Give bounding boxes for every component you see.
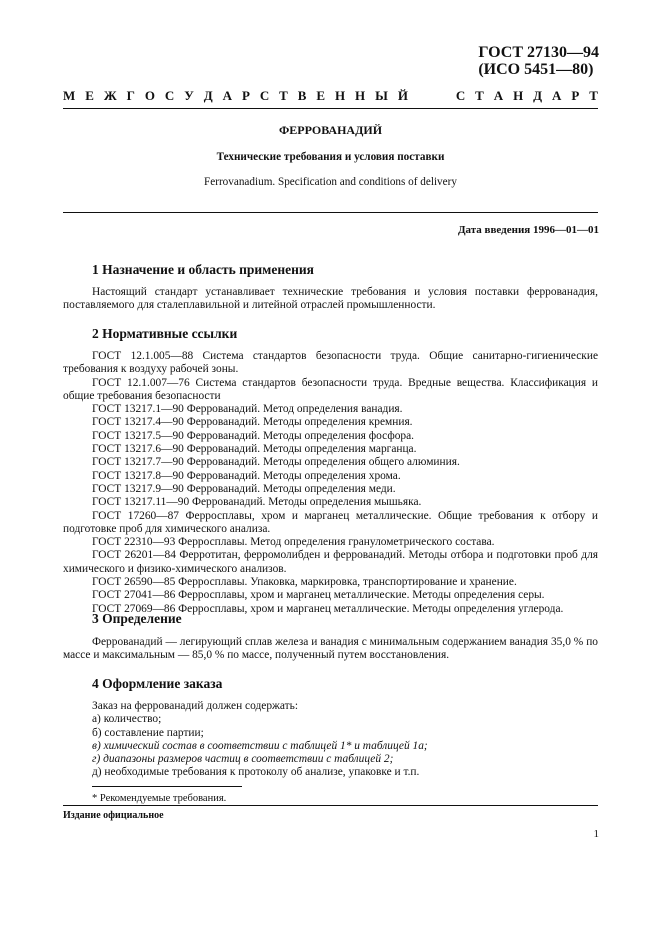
document-title: ФЕРРОВАНАДИЙ [278,123,383,137]
section-3-text: Феррованадий — легирующий сплав железа и ванадия с минимальным содержанием ванадия 35,0 % по массе и максимальным — 85,0 % по массе, полученный путем восстановления. [63,636,598,662]
banner-letter: Ы [375,88,388,103]
order-item: в) химический состав в соответствии с таблицей 1* и таблицей 1а; [92,739,428,752]
reference-item: ГОСТ 26201—84 Ферротитан, ферромолибден и феррованадий. Методы отбора и подготовки проб для химического и физико-химического анализов. [63,549,598,575]
banner-letter: Т [589,88,598,103]
banner-letter: С [259,88,270,103]
footer-rule [63,805,598,806]
section-1-heading: 1 Назначение и область применения [92,262,314,277]
gost-number: ГОСТ 27130—94 [478,44,599,61]
banner-letter: С [455,88,466,103]
reference-item: ГОСТ 13217.7—90 Феррованадий. Методы определения общего алюминия. [92,456,460,469]
reference-item: ГОСТ 12.1.007—76 Система стандартов безопасности труда. Вредные вещества. Классификация и общие требования безопасности [63,376,598,402]
footnote-rule [92,786,242,787]
banner-letter: Д [533,88,543,103]
document-subtitle: Технические требования и условия поставки [216,151,445,163]
reference-item: ГОСТ 27069—86 Ферросплавы, хром и марганец металлические. Методы определения углерода. [92,602,564,615]
banner-gap [418,89,446,102]
section-2-heading: 2 Нормативные ссылки [92,326,238,341]
banner-letter: Т [475,88,484,103]
banner-letter: В [297,88,307,103]
gost-designation [478,44,599,78]
standard-banner [63,89,598,102]
banner-row [63,89,598,102]
section-4-heading: 4 Оформление заказа [92,676,223,691]
reference-item: ГОСТ 13217.4—90 Феррованадий. Методы определения кремния. [92,416,413,429]
reference-item: ГОСТ 12.1.005—88 Система стандартов безопасности труда. Общие санитарно-гигиенические требования к воздуху рабочей зоны. [63,350,598,376]
section-3-heading: 3 Определение [92,611,182,626]
banner-letter: Н [334,88,346,103]
banner-letter: А [222,88,232,103]
reference-item: ГОСТ 13217.5—90 Феррованадий. Методы определения фосфора. [92,429,414,442]
reference-item: ГОСТ 26590—85 Ферросплавы. Упаковка, маркировка, транспортирование и хранение. [92,576,517,589]
banner-letter: Ж [103,88,117,103]
banner-letter: М [63,88,76,103]
banner-letter: Г [126,88,135,103]
reference-item: ГОСТ 13217.6—90 Феррованадий. Методы определения марганца. [92,443,417,456]
order-item: г) диапазоны размеров частиц в соответствии с таблицей 2; [92,753,394,766]
title-rule [63,212,598,213]
order-item: б) составление партии; [92,726,204,739]
banner-letter: Д [203,88,213,103]
reference-item: ГОСТ 13217.1—90 Феррованадий. Метод определения ванадия. [92,403,403,416]
banner-rule [63,108,598,109]
banner-letter: Й [397,88,408,103]
banner-letter: А [493,88,504,103]
english-title: Ferrovanadium. Specification and conditions of delivery [204,176,457,188]
banner-letter: Е [85,88,94,103]
banner-letter: Р [241,88,250,103]
banner-letter: Т [279,88,288,103]
order-item: д) необходимые требования к протоколу об анализе, упаковке и т.п. [92,766,420,779]
section-3-body [63,636,598,663]
reference-item: ГОСТ 27041—86 Ферросплавы, хром и марганец металлические. Методы определения серы. [92,589,545,602]
banner-letter: Н [355,88,366,103]
banner-letter: Н [513,88,524,103]
reference-item: ГОСТ 13217.11—90 Феррованадий. Методы определения мышьяка. [92,496,422,509]
order-intro: Заказ на феррованадий должен содержать: [92,700,298,712]
footnote: * Рекомендуемые требования. [92,793,227,804]
page-number: 1 [593,828,599,840]
banner-letter: У [184,88,194,103]
section-1-text: Настоящий стандарт устанавливает технические требования и условия поставки феррованадия, поставляемого для сталеплавильной и литейной отраслей промышленности. [63,286,598,312]
edition-label: Издание официальное [63,810,164,821]
banner-letter: Р [571,88,580,103]
introduction-date: Дата введения 1996—01—01 [457,224,599,236]
reference-item: ГОСТ 13217.8—90 Феррованадий. Методы определения хрома. [92,469,401,482]
iso-number: (ИСО 5451—80) [478,61,594,78]
reference-item: ГОСТ 22310—93 Ферросплавы. Метод определения гранулометрического состава. [92,536,495,549]
banner-letter: О [144,88,155,103]
order-requirements [63,700,598,780]
reference-item: ГОСТ 13217.9—90 Феррованадий. Методы определения меди. [92,482,396,495]
order-item: а) количество; [92,713,162,726]
normative-references [63,350,598,616]
reference-item: ГОСТ 17260—87 Ферросплавы, хром и марганец металлические. Общие требования к отбору и подготовке проб для химического анализа. [63,509,598,535]
banner-letter: Е [316,88,326,103]
banner-letter: А [552,88,562,103]
section-1-body [63,286,598,313]
banner-letter: С [164,88,175,103]
